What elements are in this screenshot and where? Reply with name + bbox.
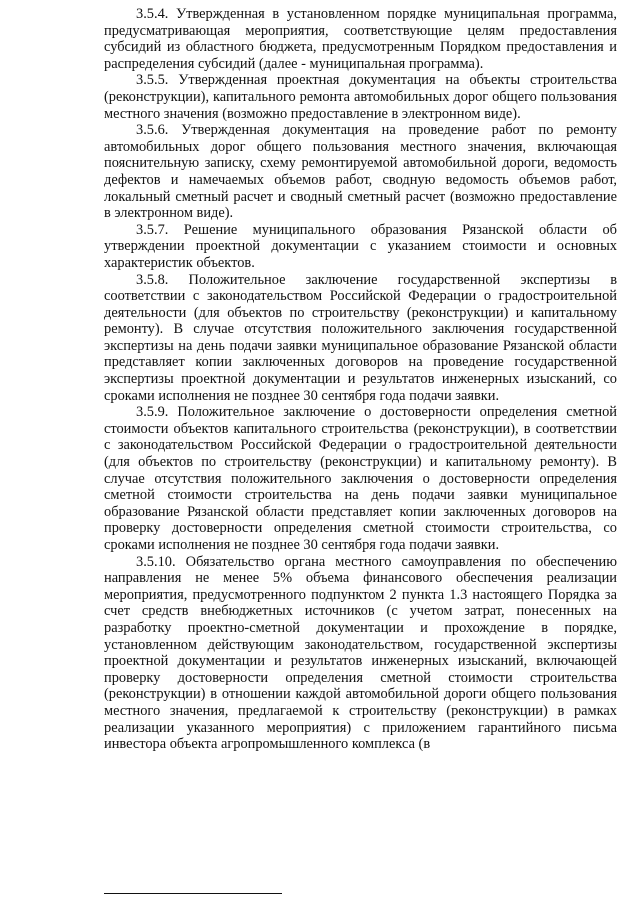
clause-3-5-8: 3.5.8. Положительное заключение государственной экспертизы в соответствии с законодательством Российской Федерации о градостроительной деятельности (для объектов по строительству (реконструкции) и капитальному ремонту). В случае отсутствия положительного заключения государственной экспертизы на день подачи заявки муниципальное образование Рязанской области представляет копии заключенных договоров на проведение государственной экспертизы проектной документации и результатов инженерных изысканий, со сроками исполнения не позднее 30 сентября года подачи заявки. [104,271,617,404]
clause-3-5-4: 3.5.4. Утвержденная в установленном порядке муниципальная программа, предусматривающая мероприятия, соответствующие целям предоставления субсидий из областного бюджета, предусмотренным Порядком предоставления и распределения субсидий (далее - муниципальная программа). [104,6,617,72]
clause-3-5-10: 3.5.10. Обязательство органа местного самоуправления по обеспечению направления не менее 5% объема финансового обеспечения реализации мероприятия, предусмотренного подпунктом 2 пункта 1.3 настоящего Порядка за счет средств внебюджетных источников (с учетом затрат, понесенных на разработку проектно-сметной документации и прохождение в порядке, установленном действующим законодательством, государственной экспертизы проектной документации и результатов инженерных изысканий, включающей проверку достоверности определения сметной стоимости строительства (реконструкции) в отношении каждой автомобильной дороги общего пользования местного значения, предлагаемой к строительству (реконструкции) в рамках реализации указанного мероприятия) с приложением гарантийного письма инвестора объекта агропромышленного комплекса (в [104,553,617,753]
clause-3-5-6: 3.5.6. Утвержденная документация на проведение работ по ремонту автомобильных дорог общего пользования местного значения, включающая пояснительную записку, схему ремонтируемой автомобильной дороги, ведомость дефектов и намечаемых объемов работ, сводную ведомость объемов работ, локальный сметный расчет и сводный сметный расчет (возможно предоставление в электронном виде). [104,122,617,222]
clause-3-5-5: 3.5.5. Утвержденная проектная документация на объекты строительства (реконструкции), капитального ремонта автомобильных дорог общего пользования местного значения (возможно предоставление в электронном виде). [104,72,617,122]
footnote-separator [104,893,282,894]
document-body [104,6,617,753]
clause-3-5-7: 3.5.7. Решение муниципального образования Рязанской области об утверждении проектной документации с указанием стоимости и основных характеристик объектов. [104,221,617,271]
clause-3-5-9: 3.5.9. Положительное заключение о достоверности определения сметной стоимости объектов капитального строительства (реконструкции), в соответствии с законодательством Российской Федерации о градостроительной деятельности (для объектов по строительству (реконструкции) и капитальному ремонту). В случае отсутствия положительного заключения о достоверности определения сметной стоимости строительства на день подачи заявки муниципальное образование Рязанской области представляет копии заключенных договоров на проверку достоверности определения сметной стоимости строительства, со сроками исполнения не позднее 30 сентября года подачи заявки. [104,404,617,553]
